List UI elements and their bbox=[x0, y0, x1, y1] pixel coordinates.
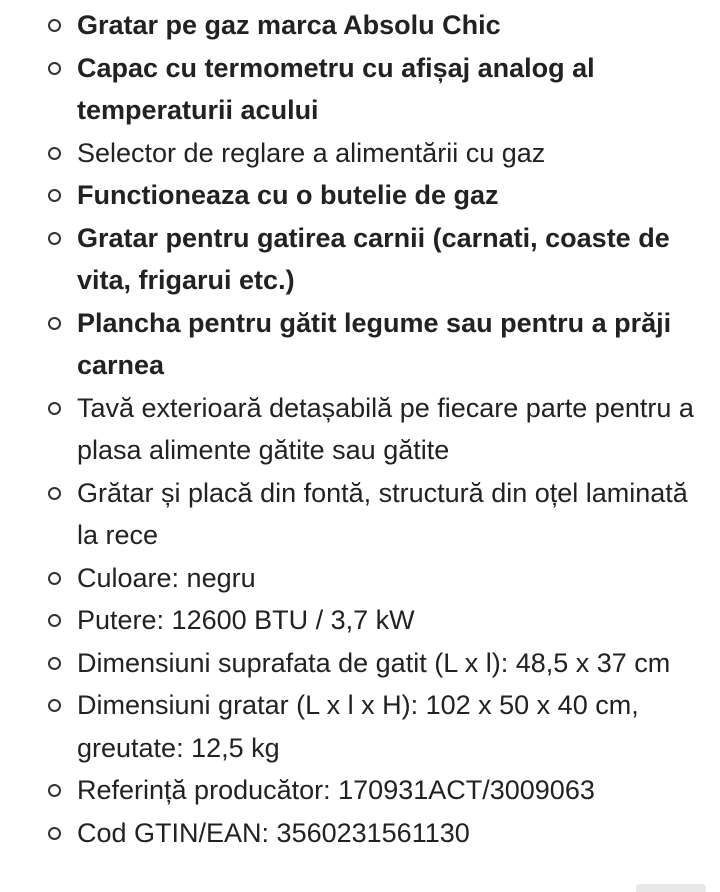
list-item bbox=[0, 132, 720, 175]
list-item-text: Dimensiuni suprafata de gatit (L x l): 48,5 x 37 cm bbox=[77, 647, 671, 678]
list-item-text: Putere: 12600 BTU / 3,7 kW bbox=[77, 605, 415, 635]
bullet-circle-icon bbox=[48, 784, 61, 797]
bullet-circle-icon bbox=[48, 147, 61, 160]
list-item bbox=[0, 642, 720, 685]
bullet-circle-icon bbox=[48, 827, 61, 840]
list-item bbox=[0, 472, 720, 557]
bullet-circle-icon bbox=[48, 572, 61, 585]
list-item bbox=[0, 557, 720, 600]
bullet-circle-icon bbox=[48, 19, 61, 32]
list-item bbox=[0, 174, 720, 217]
list-item bbox=[0, 812, 720, 855]
list-item-text: Grătar și placă din fontă, structură din oțel laminată la rece bbox=[77, 477, 688, 550]
bullet-circle-icon bbox=[48, 62, 61, 75]
bullet-circle-icon bbox=[48, 614, 61, 627]
list-item-text: Functioneaza cu o butelie de gaz bbox=[77, 180, 499, 210]
product-feature-list bbox=[0, 4, 720, 854]
list-item bbox=[0, 4, 720, 47]
list-item bbox=[0, 302, 720, 387]
bullet-circle-icon bbox=[48, 699, 61, 712]
bullet-circle-icon bbox=[48, 189, 61, 202]
bullet-circle-icon bbox=[48, 487, 61, 500]
list-item-text: Capac cu termometru cu afișaj analog al temperaturii acului bbox=[77, 52, 595, 125]
bullet-circle-icon bbox=[48, 232, 61, 245]
bullet-circle-icon bbox=[48, 657, 61, 670]
list-item-text: Referință producător: 170931ACT/3009063 bbox=[77, 775, 595, 805]
bottom-corner-tab bbox=[636, 884, 706, 892]
list-item-text: Gratar pe gaz marca Absolu Chic bbox=[77, 10, 501, 40]
bullet-circle-icon bbox=[48, 402, 61, 415]
list-item bbox=[0, 769, 720, 812]
list-item bbox=[0, 47, 720, 132]
list-item-text: Selector de reglare a alimentării cu gaz bbox=[77, 137, 546, 168]
list-item-text: Plancha pentru gătit legume sau pentru a prăji carnea bbox=[77, 307, 672, 380]
list-item-text: Cod GTIN/EAN: 3560231561130 bbox=[77, 817, 470, 848]
list-item bbox=[0, 684, 720, 769]
bullet-circle-icon bbox=[48, 317, 61, 330]
list-item bbox=[0, 599, 720, 642]
list-item bbox=[0, 217, 720, 302]
list-item bbox=[0, 387, 720, 472]
list-item-text: Culoare: negru bbox=[77, 562, 256, 593]
list-item-text: Dimensiuni gratar (L x l x H): 102 x 50 x 40 cm, greutate: 12,5 kg bbox=[77, 690, 639, 763]
list-item-text: Tavă exterioară detașabilă pe fiecare parte pentru a plasa alimente gătite sau gătite bbox=[77, 392, 694, 465]
list-item-text: Gratar pentru gatirea carnii (carnati, coaste de vita, frigarui etc.) bbox=[77, 222, 670, 295]
